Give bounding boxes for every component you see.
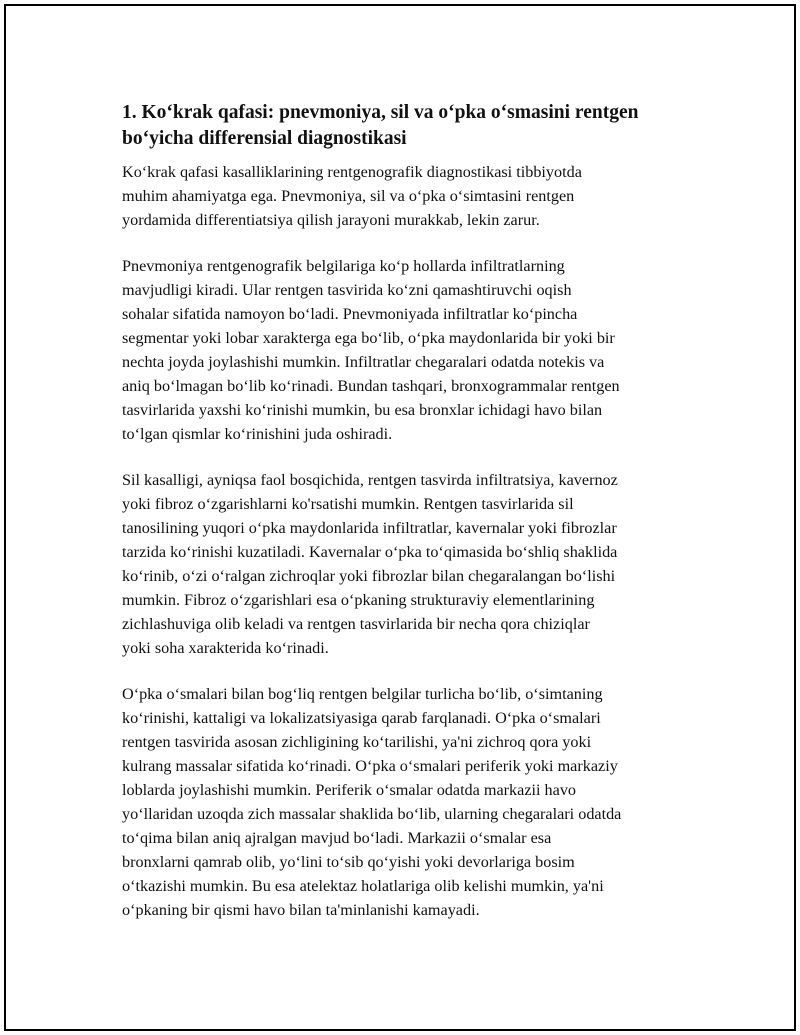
paragraph-lung-tumor: O‘pka o‘smalari bilan bog‘liq rentgen belgilar turlicha bo‘lib, o‘simtaning ko‘rinishi, kattaligi va lokalizatsiyasiga qarab farqlanadi. O‘pka o‘smalari rentgen tasvirida asosan zichligining ko‘tarilishi, ya'ni zichroq qora yoki kulrang massalar sifatida ko‘rinadi. O‘pka o‘smalari periferik yoki markaziy loblarda joylashishi mumkin. Periferik o‘smalar odatda markazii havo yo‘llaridan uzoqda zich massalar shaklida bo‘lib, ularning chegaralari odatda to‘qima bilan aniq ajralgan mavjud bo‘ladi. Markazii o‘smalar esa bronxlarni qamrab olib, yo‘lini to‘sib qo‘yishi yoki devorlariga bosim o‘tkazishi mumkin. Bu esa atelektaz holatlariga olib kelishi mumkin, ya'ni o‘pkaning bir qismi havo bilan ta'minlanishi kamayadi. bbox=[122, 685, 622, 919]
document-body bbox=[122, 100, 702, 944]
paragraph-pneumonia: Pnevmoniya rentgenografik belgilariga ko‘p hollarda infiltratlarning mavjudligi kiradi. Ular rentgen tasvirida ko‘zni qamashtiruvchi oqish sohalar sifatida namoyon bo‘ladi. Pnevmoniyada infiltratlar ko‘pincha segmentar yoki lobar xarakterga ega bo‘lib, o‘pka maydonlarida bir yoki bir nechta joyda joylashishi mumkin. Infiltratlar chegaralari odatda notekis va aniq bo‘lmagan bo‘lib ko‘rinadi. Bundan tashqari, bronxogrammalar rentgen tasvirlarida yaxshi ko‘rinishi mumkin, bu esa bronxlar ichidagi havo bilan to‘lgan qismlar ko‘rinishini juda oshiradi. bbox=[122, 257, 620, 443]
document-title: 1. Ko‘krak qafasi: pnevmoniya, sil va o‘pka o‘smasini rentgen bo‘yicha differensial diagnostikasi bbox=[122, 102, 639, 149]
page-frame bbox=[4, 4, 796, 1031]
paragraph-introduction: Ko‘krak qafasi kasalliklarining rentgenografik diagnostikasi tibbiyotda muhim ahamiyatga ega. Pnevmoniya, sil va o‘pka o‘simtasini rentgen yordamida differentiatsiya qilish jarayoni murakkab, lekin zarur. bbox=[122, 163, 582, 229]
paragraph-tuberculosis: Sil kasalligi, ayniqsa faol bosqichida, rentgen tasvirda infiltratsiya, kavernoz yoki fibroz o‘zgarishlarni ko'rsatishi mumkin. Rentgen tasvirlarida sil tanosilining yuqori o‘pka maydonlarida infiltratlar, kavernalar yoki fibrozlar tarzida ko‘rinishi kuzatiladi. Kavernalar o‘pka to‘qimasida bo‘shliq shaklida ko‘rinib, o‘zi o‘ralgan zichroqlar yoki fibrozlar bilan chegaralangan bo‘lishi mumkin. Fibroz o‘zgarishlari esa o‘pkaning strukturaviy elementlarining zichlashuviga olib keladi va rentgen tasvirlarida bir necha qora chiziqlar yoki soha xarakterida ko‘rinadi. bbox=[122, 471, 618, 657]
